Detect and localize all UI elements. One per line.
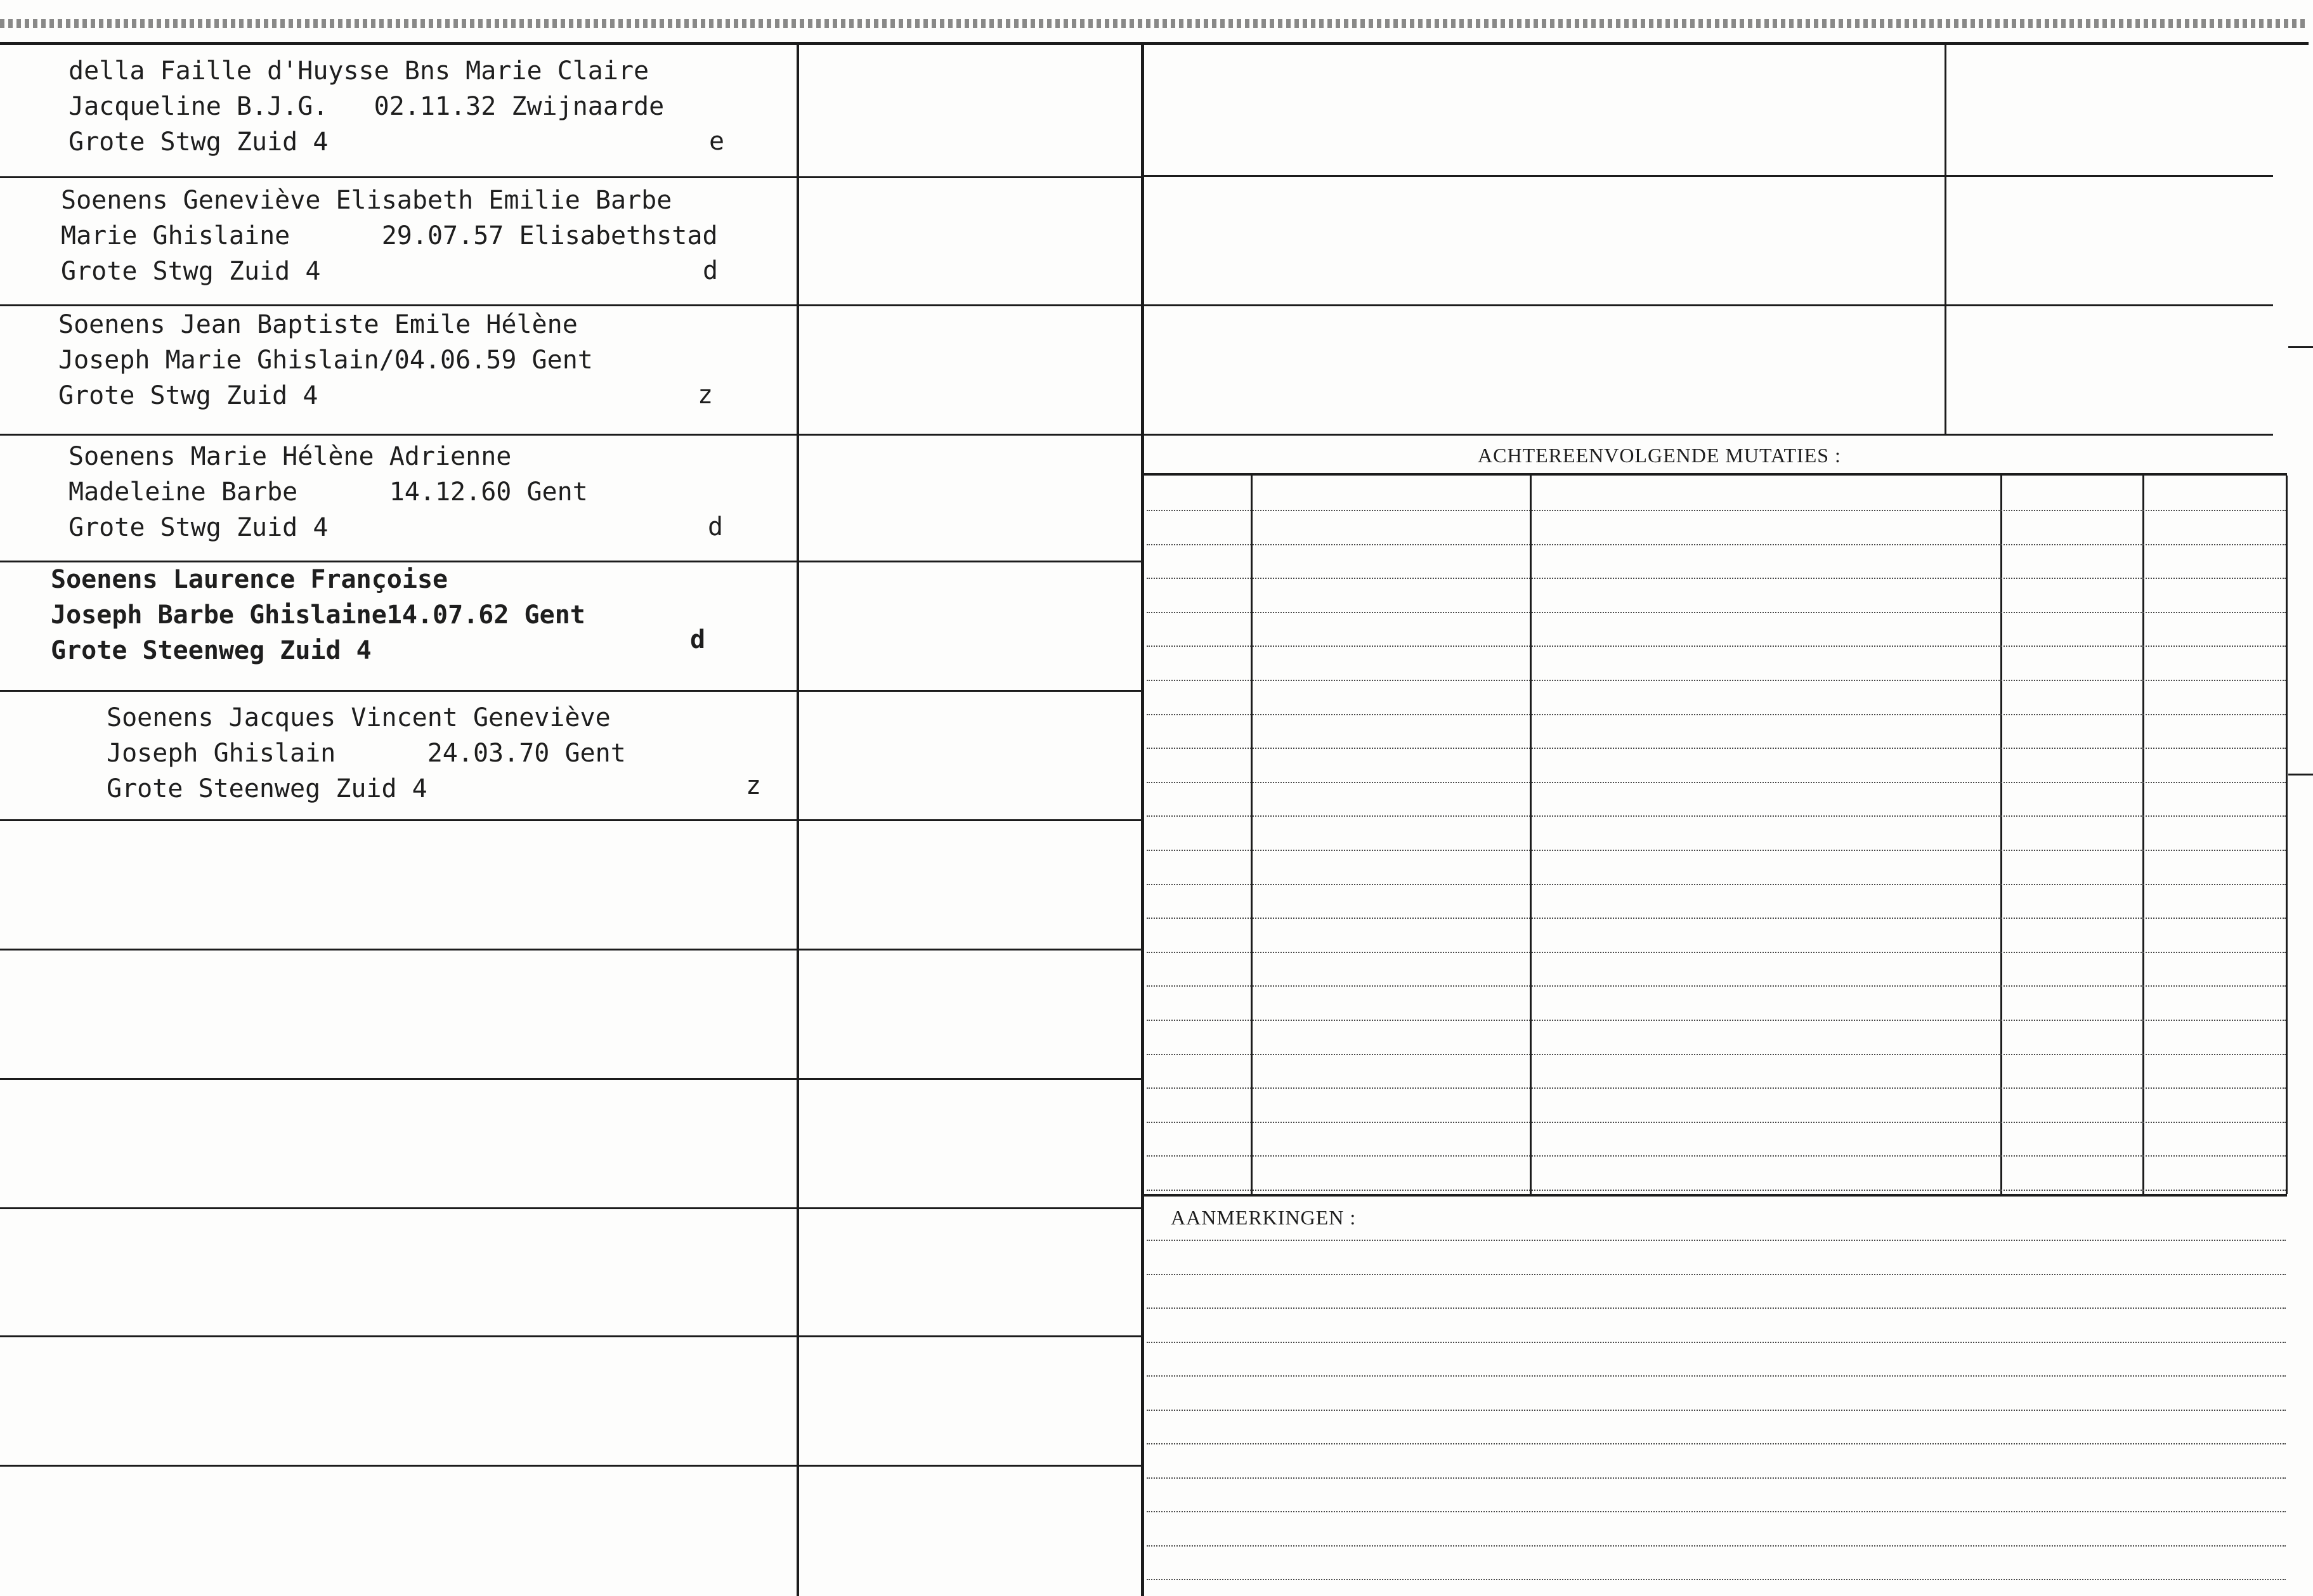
right-row-separator bbox=[1144, 304, 2273, 306]
mutaties-ruled-line bbox=[1147, 1087, 2286, 1089]
mutaties-ruled-line bbox=[1147, 1054, 2286, 1055]
entry-sex-code: z bbox=[746, 771, 762, 800]
aanmerkingen-ruled-line bbox=[1147, 1307, 2286, 1309]
mutaties-ruled-line bbox=[1147, 612, 2286, 613]
mutaties-ruled-line bbox=[1147, 544, 2286, 545]
row-separator bbox=[0, 304, 1141, 306]
entry-name-line: Soenens Jean Baptiste Emile Hélène bbox=[58, 310, 578, 339]
mutaties-ruled-line bbox=[1147, 985, 2286, 987]
entry-address-line: Grote Steenweg Zuid 4 bbox=[107, 774, 427, 803]
aanmerkingen-ruled-line bbox=[1147, 1274, 2286, 1275]
aanmerkingen-ruled-line bbox=[1147, 1579, 2286, 1580]
aanmerkingen-ruled-line bbox=[1147, 1342, 2286, 1343]
mutaties-column-divider bbox=[2142, 476, 2144, 1194]
entry-sex-code: d bbox=[690, 625, 706, 654]
mutaties-ruled-line bbox=[1147, 782, 2286, 783]
aanmerkingen-ruled-line bbox=[1147, 1545, 2286, 1547]
mutaties-ruled-line bbox=[1147, 918, 2286, 919]
entry-sex-code: z bbox=[698, 380, 713, 410]
entry-birth-line: Jacqueline B.J.G. 02.11.32 Zwijnaarde bbox=[68, 92, 665, 121]
mutaties-heading: ACHTEREENVOLGENDE MUTATIES : bbox=[1478, 444, 1841, 467]
top-border-line bbox=[0, 42, 2309, 45]
row-separator bbox=[0, 1078, 1141, 1080]
entry-address-line: Grote Steenweg Zuid 4 bbox=[51, 636, 372, 665]
entry-address-line: Grote Stwg Zuid 4 bbox=[58, 381, 318, 410]
aanmerkingen-ruled-line bbox=[1147, 1511, 2286, 1512]
entry-birth-line: Joseph Marie Ghislain/04.06.59 Gent bbox=[58, 346, 593, 375]
right-row-separator bbox=[1144, 175, 2273, 177]
mutaties-right-border bbox=[2286, 476, 2288, 1194]
mutaties-ruled-line bbox=[1147, 646, 2286, 647]
entry-name-line: Soenens Jacques Vincent Geneviève bbox=[107, 703, 611, 732]
mutaties-ruled-line bbox=[1147, 578, 2286, 579]
entry-birth-line: Joseph Barbe Ghislaine14.07.62 Gent bbox=[51, 600, 585, 630]
aanmerkingen-heading: AANMERKINGEN : bbox=[1171, 1206, 1357, 1229]
aanmerkingen-ruled-line bbox=[1147, 1410, 2286, 1411]
entry-address-line: Grote Stwg Zuid 4 bbox=[68, 127, 329, 157]
edge-tick bbox=[2288, 346, 2313, 348]
entry-name-line: Soenens Marie Hélène Adrienne bbox=[68, 442, 512, 471]
mutaties-ruled-line bbox=[1147, 748, 2286, 749]
top-dashed-border bbox=[0, 19, 2309, 28]
mutaties-ruled-line bbox=[1147, 884, 2286, 885]
mutaties-ruled-line bbox=[1147, 815, 2286, 817]
entry-name-line: Soenens Geneviève Elisabeth Emilie Barbe bbox=[61, 186, 672, 215]
mutaties-ruled-line bbox=[1147, 510, 2286, 511]
entry-birth-line: Madeleine Barbe 14.12.60 Gent bbox=[68, 477, 588, 507]
mutaties-ruled-line bbox=[1147, 714, 2286, 715]
mutaties-column-divider bbox=[1251, 476, 1253, 1194]
row-separator bbox=[0, 949, 1141, 950]
mutaties-column-divider bbox=[1530, 476, 1532, 1194]
entry-birth-line: Joseph Ghislain 24.03.70 Gent bbox=[107, 739, 626, 768]
entry-sex-code: e bbox=[709, 127, 725, 156]
aanmerkingen-ruled-line bbox=[1147, 1240, 2286, 1241]
aanmerkingen-ruled-line bbox=[1147, 1375, 2286, 1377]
mutaties-ruled-line bbox=[1147, 1155, 2286, 1157]
entry-sex-code: d bbox=[703, 256, 719, 285]
row-separator bbox=[0, 434, 1141, 436]
mutaties-ruled-line bbox=[1147, 850, 2286, 851]
mutaties-column-divider bbox=[2000, 476, 2002, 1194]
column-divider-2 bbox=[1141, 45, 1144, 1596]
row-separator bbox=[0, 1207, 1141, 1209]
entry-name-line: Soenens Laurence Françoise bbox=[51, 565, 448, 594]
mutaties-ruled-line bbox=[1147, 1122, 2286, 1123]
row-separator bbox=[0, 1335, 1141, 1337]
entry-address-line: Grote Stwg Zuid 4 bbox=[61, 257, 321, 286]
entry-address-line: Grote Stwg Zuid 4 bbox=[68, 513, 329, 542]
aanmerkingen-ruled-line bbox=[1147, 1477, 2286, 1479]
mutaties-ruled-line bbox=[1147, 680, 2286, 681]
mutaties-top-border bbox=[1144, 473, 2287, 476]
entry-sex-code: d bbox=[708, 512, 724, 542]
mutaties-ruled-line bbox=[1147, 1020, 2286, 1021]
mutaties-ruled-line bbox=[1147, 952, 2286, 953]
entry-birth-line: Marie Ghislaine 29.07.57 Elisabethstad bbox=[61, 221, 718, 250]
row-separator bbox=[0, 690, 1141, 692]
aanmerkingen-ruled-line bbox=[1147, 1443, 2286, 1444]
row-separator bbox=[0, 176, 1141, 178]
mutaties-ruled-line bbox=[1147, 1190, 2286, 1191]
row-separator bbox=[0, 1465, 1141, 1467]
right-row-separator bbox=[1144, 434, 2273, 436]
entry-name-line: della Faille d'Huysse Bns Marie Claire bbox=[68, 56, 649, 86]
row-separator bbox=[0, 819, 1141, 821]
edge-tick bbox=[2288, 774, 2313, 775]
mutaties-bottom-border bbox=[1144, 1194, 2287, 1197]
right-column-divider bbox=[1945, 45, 1946, 434]
